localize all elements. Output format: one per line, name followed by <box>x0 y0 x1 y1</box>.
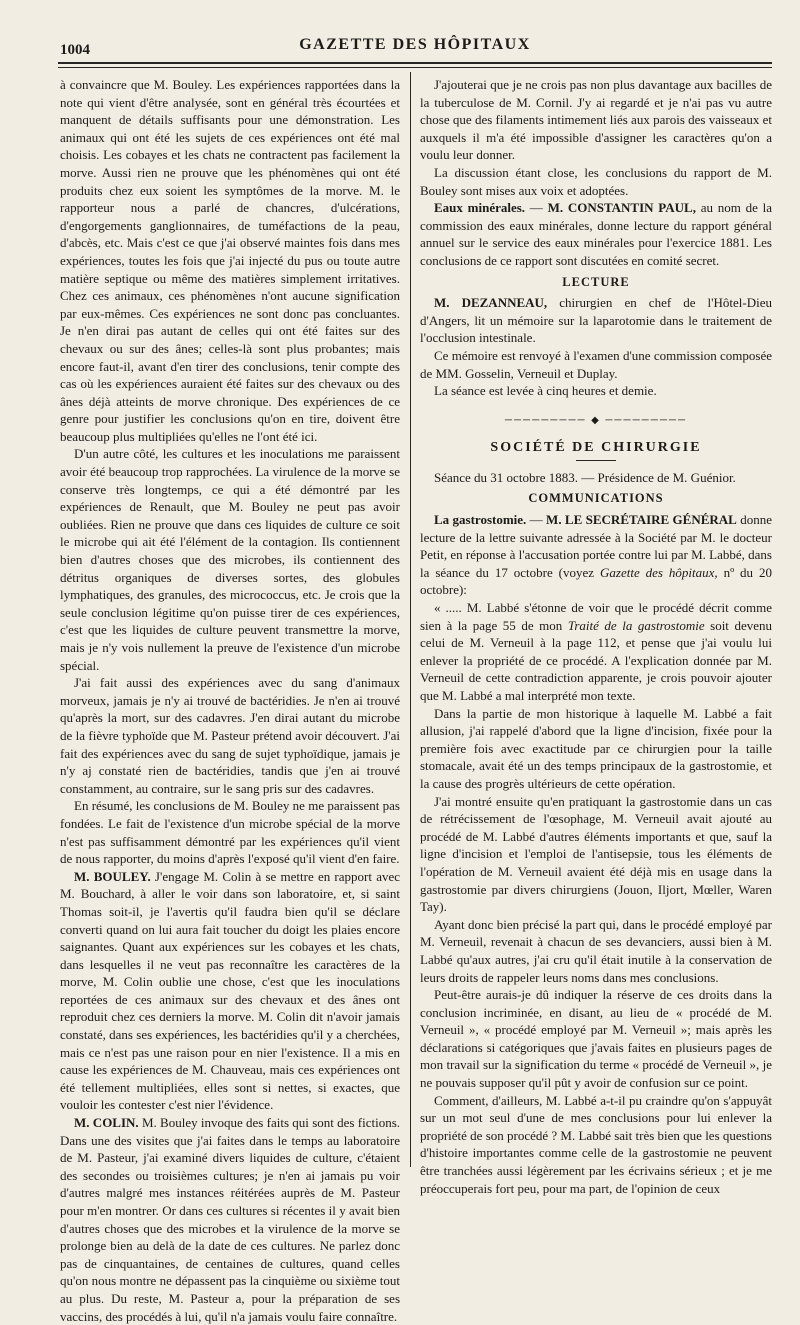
paragraph-text: M. Bouley invoque des faits qui sont des fictions. Dans une des visites que j'ai faites dans le temps au laboratoire de M. Pasteur, j'ai examiné divers liquides de culture, c'étaient des secondes ou troisièmes cultures; je n'en ai jamais pu voir d'autres malgré mes instances réitérées auprès de M. Pasteur pour m'en montrer. Or dans ces cultures si récentes il y avait bien d'autres choses que des microbes et la virulence de la morve se prolonge bien au delà de la date de ces cultures. Ne parlez donc pas de cinquantaines, de centaines de cultures, quand celles qu'on nous montre ne dépassent pas la cinquième ou sixième tout au plus. Du reste, M. Pasteur a, pour la préparation de ses vaccins, des procédés à lui, qu'il n'a jamais voulu faire connaître. <box>60 1115 401 1324</box>
header-rule-thin <box>58 67 772 68</box>
page-header <box>60 32 770 58</box>
paragraph-text: J'engage M. Colin à se mettre en rapport avec M. Bouchard, à aller le voir dans son laboratoire, et, si saint Thomas soit-il, je l'avertis qu'il faudra bien qu'il se déclare converti quand on lui aura fait toucher du doigt les plaies encore saignantes. Quant aux expériences sur les cobayes et les chats, dans lesquelles il ne veut pas reconnaître les caractères de la morve, M. Colin oublie une chose, c'est que les inoculations reportées de ces animaux sur des chevaux et des ânes ont reproduit chez ces derniers la morve. M. Colin dit n'avoir jamais constaté, dans ses expériences, les bactéridies qu'il y a cherchées, mais ce n'est pas une raison pour en nier l'existence. Il a mis en cause les expériences de M. Chauveau, mais ces expériences ont été tellement multipliées, elles sont si nettes, si exactes, que vouloir les contester c'est nier l'évidence. <box>60 868 400 1113</box>
paragraph: Peut-être aurais-je dû indiquer la réserve de ces droits dans la conclusion incriminée, en disant, au lieu de « procédé de M. Verneuil », « procédé employé par M. Verneuil »; mais après les déclarations si catégoriques que j'avais faites en plusieurs pages de mon travail sur la signification du terme « procédé de Verneuil », je ne pouvais supposer qu'il pût y avoir de confusion sur ce point. <box>420 987 772 1091</box>
reference-title: Traité de la gastrostomie <box>567 617 705 633</box>
paragraph: J'ajouterai que je ne crois pas non plus davantage aux bacilles de la tuberculose de M. Cornil. J'y ai regardé et je n'ai pas vu autre chose que des filaments intimement liés aux parois des vaisseaux et auxquels il m'a été impossible d'assigner les caractères qu'on a voulu leur donner. <box>420 77 772 163</box>
paragraph <box>60 1114 400 1325</box>
section-heading-lecture: LECTURE <box>562 274 630 289</box>
heading-separator <box>576 460 616 461</box>
session-line: Séance du 31 octobre 1883. — Présidence de M. Guénior. <box>434 469 736 485</box>
paragraph-text: chirurgien en chef de l'Hôtel-Dieu d'Angers, lit un mémoire sur la laparotomie dans le traitement de l'occlusion intestinale. <box>420 295 772 346</box>
paragraph: En résumé, les conclusions de M. Bouley ne me paraissent pas fondées. Le fait de l'existence d'un microbe spécial de la morve n'est pas suffisamment démontré par les expériences qu'il vient de nous rapporter, du moins d'après l'exposé qu'il vient d'en faire. <box>60 798 400 867</box>
left-column <box>60 76 401 1324</box>
paragraph <box>420 599 772 705</box>
journal-title: GAZETTE DES HÔPITAUX <box>299 36 531 53</box>
paragraph: La gastrostomie. — M. LE SECRÉTAIRE GÉNÉRAL donne lecture de la lettre suivante adressée à la Société par M. le docteur Petit, en réponse à l'accusation portée contre lui par M. Labbé, dans la séance du 17 octobre (voyez Gazette des hôpitaux, nº du 20 octobre): <box>420 512 773 598</box>
society-heading: SOCIÉTÉ DE CHIRURGIE <box>490 440 702 456</box>
paragraph: La discussion étant close, les conclusions du rapport de M. Bouley sont mises aux voix et adoptées. <box>420 164 772 198</box>
paragraph: D'un autre côté, les cultures et les inoculations me paraissent avoir été beaucoup trop rapprochées. La virulence de la morve se conserve très longtemps, ce qui a été démontré par les expériences de Renault, que M. Bouley ne peut pas avoir oubliées. Rien ne prouve que dans ces liquides de culture ce soit le microbe qui ait été l'élément de la contagion. Ils contiennent bien d'autres choses que des microbes, ils contiennent des détritus organiques de diverses sortes, des globules lymphatiques, des granules, des micrococcus, etc. Je crois que la seule conclusion légitime qu'on puisse tirer de ces expériences, c'est que les liquides de culture peuvent transmettre la morve, mais je n'y vois nullement la preuve de l'existence d'un microbe spécial. <box>60 446 400 673</box>
right-column <box>420 76 773 1196</box>
paragraph-text: nº du 20 octobre): <box>420 564 772 598</box>
paragraph-text: soit devenu celui de M. Verneuil à la page 112, et pense que j'ai voulu lui enlever la propriété de ce procédé. A l'explication donnée par M. Verneuil de cette contradiction apparente, je crois pouvoir ajouter que M. Labbé a mal interprété mon texte. <box>420 617 773 703</box>
paragraph <box>60 868 400 1114</box>
paragraph: J'ai montré ensuite qu'en pratiquant la gastrostomie dans un cas de rétrécissement de l'œsophage, M. Verneuil avait ajouté au procédé de M. Labbé d'autres éléments importants et que, sauf la ligne d'incision et l'emploi de l'antisepsie, tous les éléments de l'opération de M. Verneuil avaient été déjà mis en usage dans la gastrostomie par divers chirurgiens (Jouon, Iljort, Mœller, Waren Tay). <box>420 793 772 915</box>
paragraph: J'ai fait aussi des expériences avec du sang d'animaux morveux, jamais je n'y ai trouvé de bactéridies. Je n'en ai trouvé qu'après la mort, sur des cadavres. J'en dirai autant du microbe de la fièvre typhoïde que M. Pasteur prétend avoir découvert. J'ai fait des expériences avec du sang de sujet typhoïdique, jamais je n'y aj constaté rien de bactéridies, tandis que j'en ai trouvé constamment, au contraire, sur le sang pris sur des cadavres. <box>60 675 400 796</box>
item-title: La gastrostomie. <box>434 512 527 528</box>
header-rule <box>58 62 772 64</box>
communications-heading: COMMUNICATIONS <box>528 491 664 506</box>
paragraph: La séance est levée à cinq heures et demie. <box>434 383 657 399</box>
paragraph-text: « ..... M. Labbé s'étonne de voir que le procédé décrit comme sien à la page 55 de mon <box>420 600 772 633</box>
speaker-name: M. CONSTANTIN PAUL, <box>547 200 696 216</box>
paragraph: à convaincre que M. Bouley. Les expériences rapportées dans la note qui vient d'être analysée, sont en général très écourtées et manquent de détails suffisants pour une démonstration. Les animaux qui ont été les sujets de ces expériences ont été mal choisis. Les cobayes et les chats ne contractent pas facilement la morve. Aussi rien ne prouve que les phénomènes qui ont été produits chez eux soient les symptômes de la morve. M. le rapporteur nous a parlé de chancres, d'ulcérations, d'engorgements ganglionnaires, de tuméfactions de la peau, d'abcès, etc. Mais c'est ce que j'ai observé maintes fois dans mes expériences, toutes les fois que j'ai injecté du pus ou toute autre matière septique ou même des matières simplement irritatives. Chez ces animaux, ces phénomènes n'ont aucune signification par eux-mêmes. Ces expériences ne sont donc pas concluantes. Je n'en dirai pas autant de celles qui ont été faites sur des chevaux ou sur des ânes; celles-là sont plus probantes; mais encore faut-il, avant d'en tirer des conclusions, tenir compte des cas où les expériences auraient été faites sur des chevaux ou des ânes déjà atteints de morve chronique. Des expériences de ce genre pour justifier les conclusions qu'on en tire, doivent être beaucoup plus multipliées qu'elles ne l'ont été ici. <box>60 77 400 444</box>
paragraph <box>420 294 772 347</box>
paragraph: Ce mémoire est renvoyé à l'examen d'une commission composée de MM. Gosselin, Verneuil et Duplay. <box>420 347 772 381</box>
ornament-rule: ───────── ◆ ───────── <box>504 414 688 426</box>
reference-title: Gazette des hôpitaux, <box>600 564 718 580</box>
speaker-name: M. LE SECRÉTAIRE GÉNÉRAL <box>546 512 737 528</box>
paragraph: Dans la partie de mon historique à laquelle M. Labbé a fait allusion, j'ai rappelé d'abord que la ligne d'incision, fixée pour la première fois avec exactitude par ce chirurgien pour la taille stomacale, avait été un des temps principaux de la gastrostomie, et la cause des progrès ultérieurs de cette opération. <box>420 705 772 791</box>
item-title: Eaux minérales. <box>434 200 526 216</box>
paragraph: Comment, d'ailleurs, M. Labbé a-t-il pu craindre qu'on s'appuyât sur un mot seul d'une de mes conclusions pour lui enlever la propriété de son procédé ? M. Labbé sait très bien que les questions d'histoire importantes comme celle de la gastrostomie ne peuvent être tranchées aussi légèrement par les écrivains sérieux ; et je me préoccuperais fort peu, pour ma part, de l'opinion de ceux <box>420 1092 772 1196</box>
paragraph: Eaux minérales. — M. CONSTANTIN PAUL, au nom de la commission des eaux minérales, donne lecture du rapport général annuel sur le service des eaux minérales pour l'exercice 1881. Les conclusions de ce rapport sont discutées en comité secret. <box>420 200 772 268</box>
speaker-name: M. DEZANNEAU, <box>434 295 548 311</box>
paragraph: Ayant donc bien précisé la part qui, dans le procédé employé par M. Verneuil, revenait à chacun de ses devanciers, aussi bien à M. Labbé qu'aux autres, j'ai cru qu'il était inutile à la conservation de leurs droits de rappeler leurs noms dans mes conclusions. <box>420 916 772 985</box>
page-number: 1004 <box>60 42 90 58</box>
speaker-name: M. COLIN. <box>74 1115 139 1131</box>
paragraph-text: au nom de la commission des eaux minérales, donne lecture du rapport général annuel sur le service des eaux minérales pour l'exercice 1881. Les conclusions de ce rapport sont discutées en comité secret. <box>420 200 772 268</box>
paragraph-text: donne lecture de la lettre suivante adressée à la Société par M. le docteur Petit, en réponse à l'accusation portée contre lui par M. Labbé, dans la séance du 17 octobre (voyez <box>420 512 773 580</box>
column-divider <box>410 72 411 1167</box>
speaker-name: M. BOULEY. <box>74 868 151 884</box>
